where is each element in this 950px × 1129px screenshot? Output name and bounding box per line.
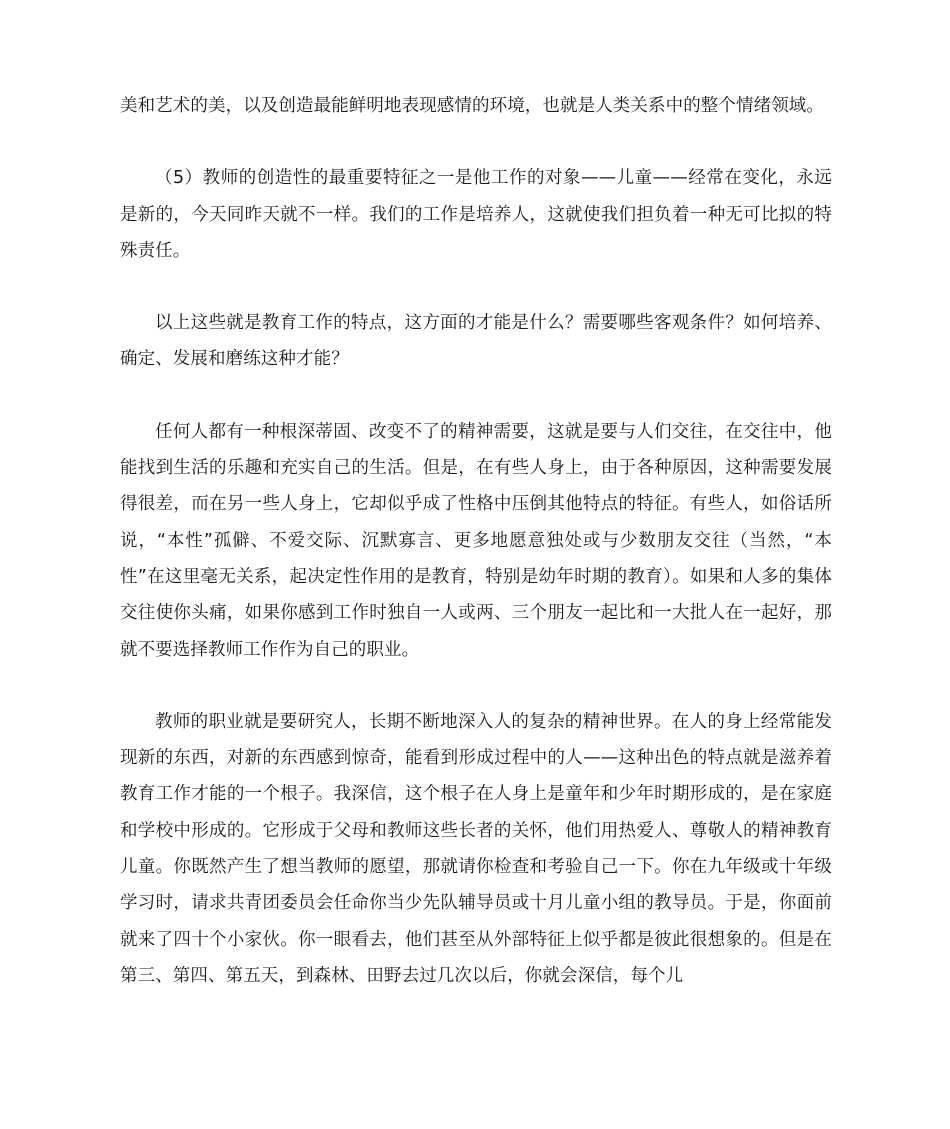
paragraph-item-5: （5）教师的创造性的最重要特征之一是他工作的对象——儿童——经常在变化，永远是新的，今天同昨天就不一样。我们的工作是培养人，这就使我们担负着一种无可比拟的特殊责任。 [120, 168, 832, 261]
paragraph-continuation: 美和艺术的美，以及创造最能鲜明地表现感情的环境，也就是人类关系中的整个情绪领域。 [120, 96, 824, 116]
paragraph-teacher-profession: 教师的职业就是要研究人，长期不断地深入人的复杂的精神世界。在人的身上经常能发现新的东西，对新的东西感到惊奇，能看到形成过程中的人——这种出色的特点就是滋养着教育工作才能的一个根子。我深信，这个根子在人身上是童年和少年时期形成的，是在家庭和学校中形成的。它形成于父母和教师这些长者的关怀，他们用热爱人、尊敬人的精神教育儿童。你既然产生了想当教师的愿望，那就请你检查和考验自己一下。你在九年级或十年级学习时，请求共青团委员会任命你当少先队辅导员或十月儿童小组的教导员。于是，你面前就来了四十个小家伙。你一眼看去，他们甚至从外部特征上似乎都是彼此很想象的。但是在第三、第四、第五天，到森林、田野去过几次以后，你就会深信，每个儿 [120, 711, 832, 986]
document-body [120, 88, 832, 1030]
paragraph-questions: 以上这些就是教育工作的特点，这方面的才能是什么？需要哪些客观条件？如何培养、确定、发展和磨练这种才能？ [120, 313, 832, 370]
paragraph-social-need: 任何人都有一种根深蒂固、改变不了的精神需要，这就是要与人们交往，在交往中，他能找到生活的乐趣和充实自己的生活。但是，在有些人身上，由于各种原因，这种需要发展得很差，而在另一些人身上，它却似乎成了性格中压倒其他特点的特征。有些人，如俗话所说，“本性”孤僻、不爱交际、沉默寡言、更多地愿意独处或与少数朋友交往（当然，“本性”在这里毫无关系，起决定性作用的是教育，特别是幼年时期的教育）。如果和人多的集体交往使你头痛，如果你感到工作时独自一人或两、三个朋友一起比和一大批人在一起好，那就不要选择教师工作作为自己的职业。 [120, 421, 832, 660]
